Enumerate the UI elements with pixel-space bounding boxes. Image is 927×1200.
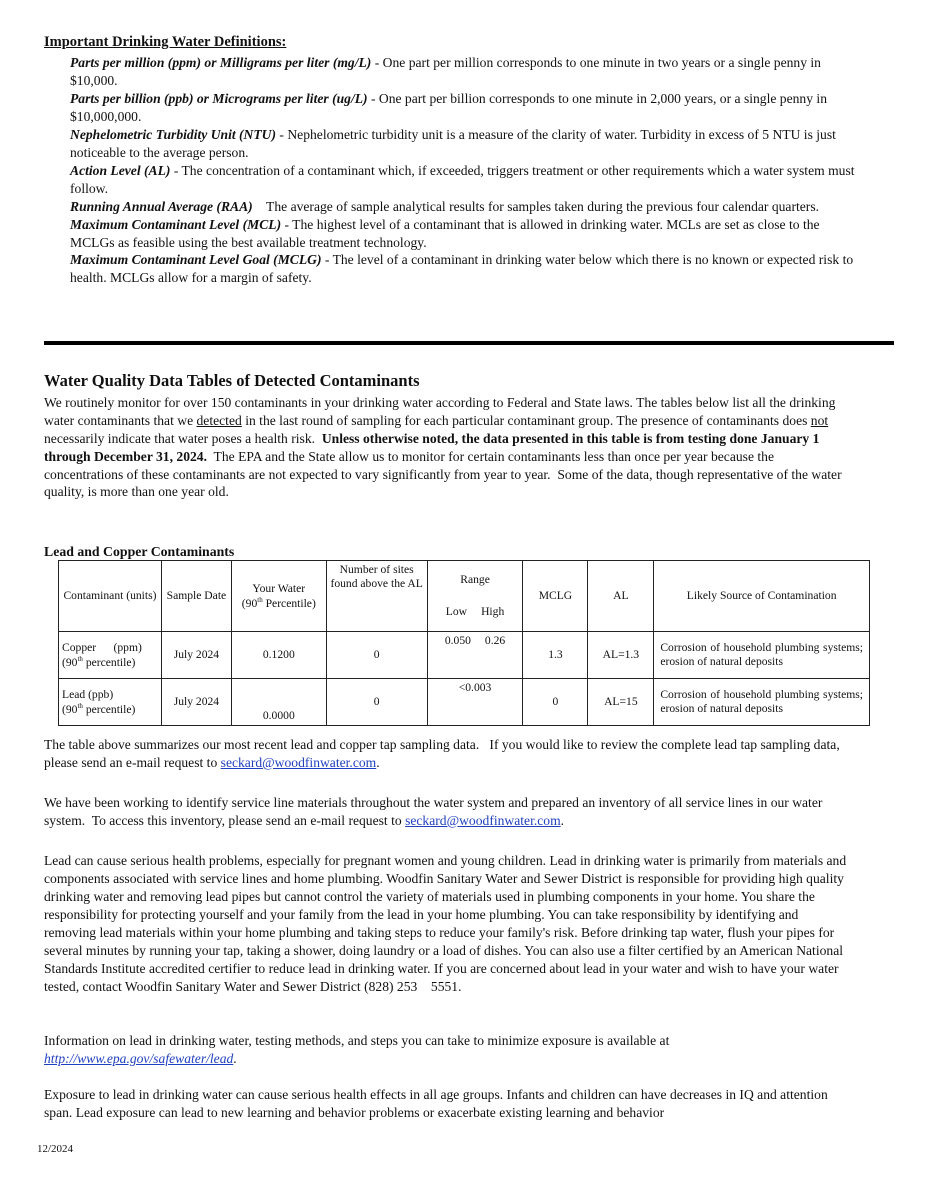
definition-term: Running Annual Average (RAA) bbox=[70, 198, 253, 214]
cell-mclg: 1.3 bbox=[523, 632, 588, 679]
cell-sample-date: July 2024 bbox=[161, 632, 231, 679]
cell-pct-a: (90 bbox=[62, 702, 78, 716]
definition-text: The average of sample analytical results for samples taken during the previous four calendar quarters. bbox=[252, 198, 820, 214]
cell-contaminant-name: Copper (ppm) bbox=[62, 640, 142, 654]
lead-copper-title: Lead and Copper Contaminants bbox=[44, 544, 235, 559]
cell-pct-b: percentile) bbox=[82, 702, 136, 716]
info-text: Information on lead in drinking water, testing methods, and steps you can take to minimize exposure is available at bbox=[44, 1033, 670, 1048]
section-divider bbox=[44, 341, 894, 345]
table-header-row bbox=[59, 561, 870, 632]
wq-text-2: in the last round of sampling for each particular contaminant group. The presence of contaminants does bbox=[241, 412, 811, 428]
definition-ntu bbox=[70, 126, 864, 162]
header-contaminant: Contaminant (units) bbox=[59, 561, 162, 632]
water-quality-title: Water Quality Data Tables of Detected Contaminants bbox=[44, 371, 420, 390]
table-row bbox=[59, 632, 870, 679]
definition-term: Action Level (AL) bbox=[70, 162, 171, 178]
header-your-water-b: (90 bbox=[241, 596, 258, 610]
cell-source: Corrosion of household plumbing systems; erosion of natural deposits bbox=[654, 632, 870, 679]
header-your-water-sup: th bbox=[257, 595, 263, 604]
definitions-section bbox=[44, 33, 864, 287]
info-paragraph bbox=[44, 1032, 852, 1068]
header-range-sub bbox=[431, 605, 520, 619]
table-row bbox=[59, 679, 870, 726]
header-range-low: Low bbox=[445, 605, 468, 618]
cell-mclg: 0 bbox=[523, 679, 588, 726]
header-range-label: Range bbox=[460, 573, 490, 587]
cell-sites-above-al: 0 bbox=[326, 679, 427, 726]
definition-ppm bbox=[70, 54, 864, 90]
definition-mcl bbox=[70, 216, 864, 252]
definition-term: Parts per billion (ppb) or Micrograms per liter (ug/L) bbox=[70, 91, 368, 106]
definition-al bbox=[70, 162, 864, 198]
exposure-paragraph bbox=[44, 1086, 852, 1122]
summary-paragraph bbox=[44, 736, 852, 772]
wq-not: not bbox=[810, 412, 829, 428]
inventory-text: We have been working to identify service line materials throughout the water system and prepared an inventory of all service lines in our water system. To access this inventory, please send an e-mail request to bbox=[44, 795, 826, 828]
info-end: . bbox=[233, 1050, 237, 1066]
definition-mclg bbox=[70, 251, 864, 287]
water-quality-section bbox=[44, 370, 852, 501]
header-likely-source: Likely Source of Contamination bbox=[654, 561, 870, 632]
wq-bold-note: Unless otherwise noted, the data presented in this table is from testing done January 1 through December 31, 2024. bbox=[44, 430, 820, 464]
wq-detected: detected bbox=[196, 412, 242, 428]
cell-al: AL=15 bbox=[588, 679, 654, 726]
email-link[interactable]: seckard@woodfinwater.com bbox=[220, 754, 377, 770]
definition-text: - The concentration of a contaminant which, if exceeded, triggers treatment or other requirements which a water system must follow. bbox=[70, 162, 855, 196]
water-quality-paragraph bbox=[44, 394, 852, 502]
definition-ppb bbox=[70, 90, 864, 126]
lead-health-text: Lead can cause serious health problems, especially for pregnant women and young children. Lead in drinking water is primarily from materials and components associated with service lines and home plumbing. Woodfin Sanitary Water and Sewer District is responsible for providing high quality drinking water and removing lead pipes but cannot control the variety of materials used in plumbing components in your home. You share the responsibility for protecting yourself and your family from the lead in your home plumbing. You can take responsibility by identifying and removing lead materials within your home plumbing and taking steps to reduce your family's risk. Before drinking tap water, flush your pipes for several minutes by running your tap, taking a shower, doing laundry or a load of dishes. You can also use a filter certified by an American National Standards Institute accredited certifier to reduce lead in drinking water. If you are concerned about lead in your water and wish to have your water tested, contact Woodfin Sanitary Water and Sewer District (828) 253 5551. bbox=[44, 853, 850, 994]
cell-pct-sup: th bbox=[77, 654, 83, 663]
cell-range bbox=[427, 632, 523, 679]
cell-range-values bbox=[431, 634, 520, 648]
cell-range-high: 0.26 bbox=[484, 634, 506, 647]
inventory-end: . bbox=[560, 812, 565, 828]
cell-pct-b: percentile) bbox=[82, 655, 136, 669]
header-sites-above-al: Number of sites found above the AL bbox=[326, 561, 427, 632]
header-al: AL bbox=[588, 561, 654, 632]
inventory-paragraph bbox=[44, 794, 852, 830]
header-your-water-c: Percentile) bbox=[262, 596, 316, 610]
header-your-water bbox=[231, 561, 326, 632]
exposure-text: Exposure to lead in drinking water can cause serious health effects in all age groups. Infants and children can have decreases in IQ and attention span. Lead exposure can lead to new learning and behavior problems or exacerbate existing learning and behavior bbox=[44, 1087, 828, 1120]
cell-your-water: 0.0000 bbox=[231, 679, 326, 726]
definitions-title: Important Drinking Water Definitions: bbox=[44, 34, 287, 50]
cell-range: <0.003 bbox=[427, 679, 523, 726]
cell-source: Corrosion of household plumbing systems; erosion of natural deposits bbox=[654, 679, 870, 726]
wq-text-3: necessarily indicate that water poses a health risk. bbox=[44, 412, 832, 446]
definition-text: - One part per million corresponds to one minute in two years or a single penny in $10,000. bbox=[70, 55, 821, 89]
definition-term: Maximum Contaminant Level (MCL) bbox=[70, 216, 282, 232]
cell-pct-sup: th bbox=[77, 701, 83, 710]
cell-your-water: 0.1200 bbox=[231, 632, 326, 679]
cell-pct-a: (90 bbox=[62, 655, 78, 669]
footer-date: 12/2024 bbox=[37, 1143, 74, 1155]
header-sample-date: Sample Date bbox=[161, 561, 231, 632]
epa-lead-link[interactable]: http://www.epa.gov/safewater/lead bbox=[44, 1050, 234, 1066]
summary-end: . bbox=[376, 754, 380, 770]
definition-term: Parts per million (ppm) or Milligrams per liter (mg/L) bbox=[70, 55, 372, 71]
cell-contaminant bbox=[59, 632, 162, 679]
header-mclg: MCLG bbox=[523, 561, 588, 632]
header-range-high: High bbox=[481, 605, 505, 618]
definition-raa bbox=[70, 198, 864, 216]
header-range bbox=[427, 561, 523, 632]
header-your-water-a: Your Water bbox=[252, 581, 306, 595]
definition-term: Nephelometric Turbidity Unit (NTU) bbox=[70, 126, 277, 142]
lead-copper-table bbox=[58, 560, 870, 726]
cell-sites-above-al: 0 bbox=[326, 632, 427, 679]
wq-text-1: We routinely monitor for over 150 contaminants in your drinking water according to Federal and State laws. The tables below list all the drinking water contaminants that we bbox=[44, 394, 836, 428]
cell-sample-date: July 2024 bbox=[161, 679, 231, 726]
cell-contaminant-name: Lead (ppb) bbox=[62, 687, 114, 701]
cell-range-low: 0.050 bbox=[444, 634, 471, 647]
lead-health-paragraph bbox=[44, 852, 852, 996]
definition-text: - The level of a contaminant in drinking water below which there is no known or expected risk to health. MCLGs allow for a margin of safety. bbox=[70, 252, 854, 286]
email-link[interactable]: seckard@woodfinwater.com bbox=[405, 812, 561, 828]
cell-al: AL=1.3 bbox=[588, 632, 654, 679]
definition-text: - One part per billion corresponds to one minute in 2,000 years, or a single penny in $10,000,000. bbox=[70, 91, 828, 124]
definition-term: Maximum Contaminant Level Goal (MCLG) bbox=[70, 252, 322, 268]
definition-text: - Nephelometric turbidity unit is a measure of the clarity of water. Turbidity in excess of 5 NTU is just noticeable to the average person. bbox=[70, 126, 836, 160]
wq-text-4: The EPA and the State allow us to monitor for certain contaminants less than once per year because the concentrations of these contaminants are not expected to vary significantly from year to year. Some of the data, though representative of the water quality, is more than one year old. bbox=[44, 448, 845, 500]
cell-contaminant bbox=[59, 679, 162, 726]
definition-text: - The highest level of a contaminant that is allowed in drinking water. MCLs are set as close to the MCLGs as feasible using the best available treatment technology. bbox=[70, 216, 820, 250]
summary-text: The table above summarizes our most recent lead and copper tap sampling data. If you would like to review the complete lead tap sampling data, please send an e-mail request to bbox=[44, 737, 844, 770]
